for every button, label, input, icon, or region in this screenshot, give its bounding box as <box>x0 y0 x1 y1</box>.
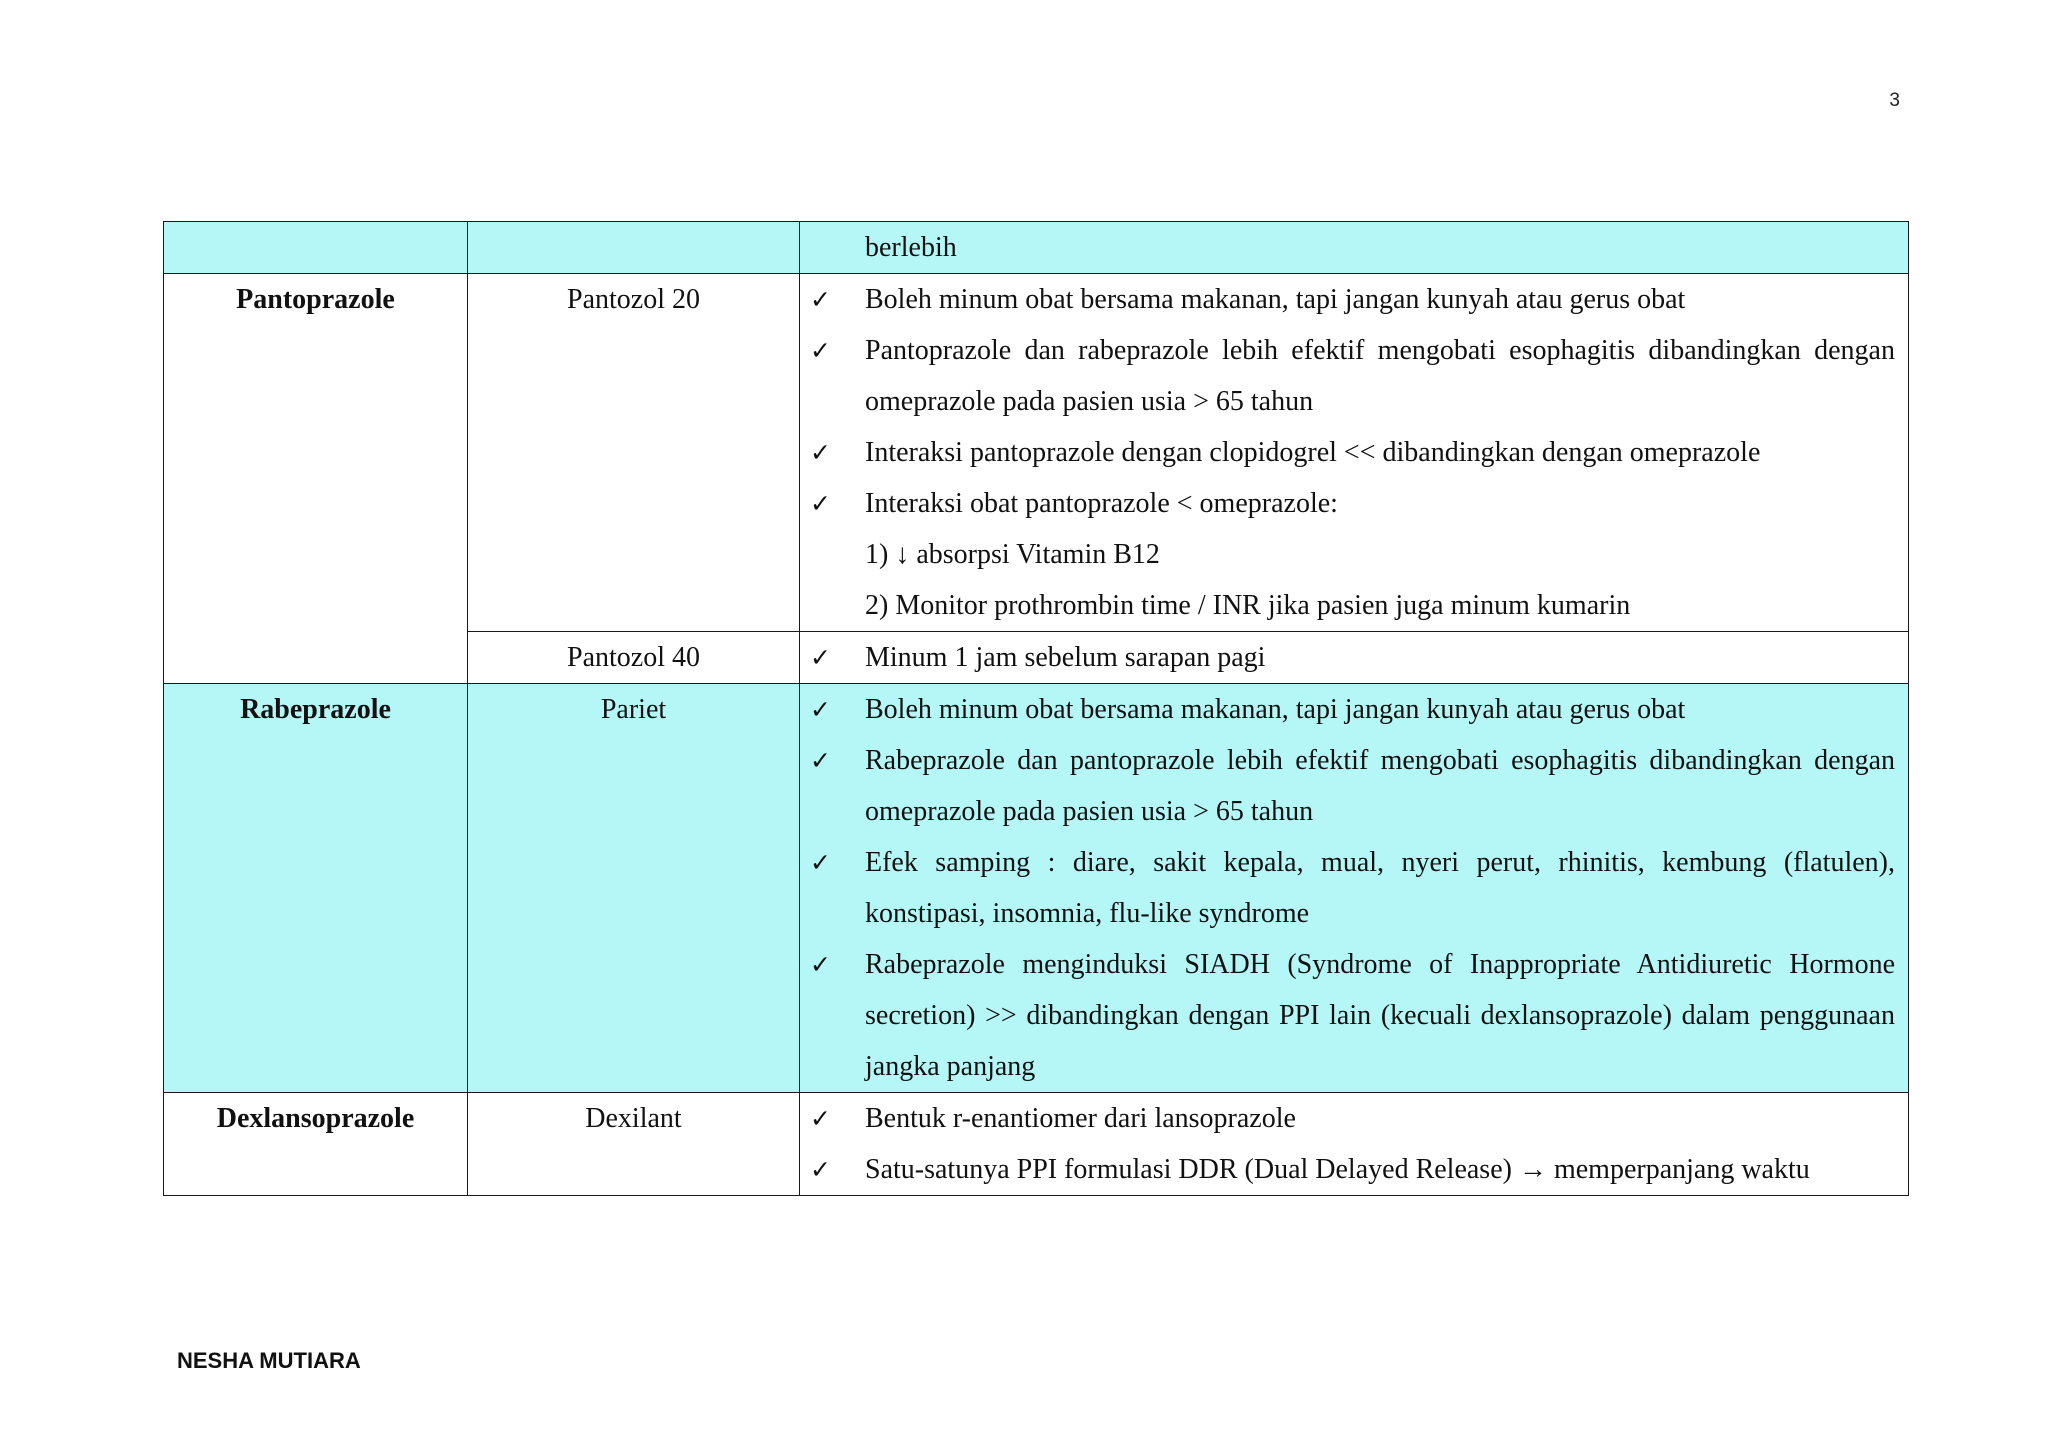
check-icon: ✓ <box>810 695 831 724</box>
generic-cell <box>164 222 468 274</box>
drug-table <box>163 221 1909 1196</box>
continuation-text: berlebih <box>865 232 957 263</box>
brand-cell <box>468 222 800 274</box>
check-icon: ✓ <box>810 438 831 467</box>
note-item <box>800 274 1895 325</box>
note-text: Interaksi obat pantoprazole < omeprazole: <box>865 488 1338 519</box>
check-icon: ✓ <box>810 336 831 365</box>
check-icon: ✓ <box>810 746 831 775</box>
note-text: Rabeprazole menginduksi SIADH (Syndrome of Inappropriate Antidiuretic Hormone secretion) >> dibandingkan dengan PPI lain (kecuali dexlansoprazole) dalam penggunaan jangka panjang <box>865 949 1895 1082</box>
check-icon: ✓ <box>810 643 831 672</box>
note-text: Satu-satunya PPI formulasi DDR (Dual Delayed Release) → memperpanjang waktu <box>865 1154 1810 1185</box>
note-item <box>800 735 1895 837</box>
brand-pariet: Pariet <box>468 684 800 1093</box>
note-item <box>800 939 1895 1092</box>
table-row-continuation <box>164 222 1909 274</box>
generic-pantoprazole: Pantoprazole <box>164 274 468 684</box>
sub-item: 2) Monitor prothrombin time / INR jika pasien juga minum kumarin <box>865 590 1631 621</box>
check-icon: ✓ <box>810 950 831 979</box>
note-item <box>800 837 1895 939</box>
check-icon: ✓ <box>810 285 831 314</box>
note-text: Efek samping : diare, sakit kepala, mual, nyeri perut, rhinitis, kembung (flatulen), konstipasi, insomnia, flu-like syndrome <box>865 847 1895 929</box>
table-row-pantozol-20 <box>164 274 1909 632</box>
notes-cell <box>800 222 1909 274</box>
note-text: Pantoprazole dan rabeprazole lebih efektif mengobati esophagitis dibandingkan dengan omeprazole pada pasien usia > 65 tahun <box>865 335 1895 417</box>
notes-pantozol-20 <box>800 274 1909 632</box>
note-text: Boleh minum obat bersama makanan, tapi jangan kunyah atau gerus obat <box>865 284 1686 315</box>
brand-pantozol-40: Pantozol 40 <box>468 632 800 684</box>
check-icon: ✓ <box>810 848 831 877</box>
note-item <box>800 684 1895 735</box>
generic-dexlansoprazole: Dexlansoprazole <box>164 1093 468 1196</box>
notes-pantozol-40 <box>800 632 1909 684</box>
notes-pariet <box>800 684 1909 1093</box>
table-row-rabeprazole <box>164 684 1909 1093</box>
note-item <box>800 1093 1895 1144</box>
note-text: Bentuk r-enantiomer dari lansoprazole <box>865 1103 1296 1134</box>
check-icon: ✓ <box>810 1104 831 1133</box>
note-text: Rabeprazole dan pantoprazole lebih efektif mengobati esophagitis dibandingkan dengan omeprazole pada pasien usia > 65 tahun <box>865 745 1895 827</box>
sub-item: 1) ↓ absorpsi Vitamin B12 <box>865 539 1160 570</box>
notes-dexilant <box>800 1093 1909 1196</box>
note-text: Minum 1 jam sebelum sarapan pagi <box>865 642 1266 673</box>
note-item <box>800 427 1895 478</box>
note-item <box>800 1144 1895 1195</box>
generic-rabeprazole: Rabeprazole <box>164 684 468 1093</box>
brand-pantozol-20: Pantozol 20 <box>468 274 800 632</box>
brand-dexilant: Dexilant <box>468 1093 800 1196</box>
check-icon: ✓ <box>810 489 831 518</box>
page-number: 3 <box>1889 90 1900 111</box>
footer-author: NESHA MUTIARA <box>177 1348 361 1373</box>
note-item <box>800 478 1895 529</box>
check-icon: ✓ <box>810 1155 831 1184</box>
note-item <box>800 632 1895 683</box>
note-text: Interaksi pantoprazole dengan clopidogrel << dibandingkan dengan omeprazole <box>865 437 1761 468</box>
note-item <box>800 325 1895 427</box>
table-row-dexlansoprazole <box>164 1093 1909 1196</box>
note-text: Boleh minum obat bersama makanan, tapi jangan kunyah atau gerus obat <box>865 694 1686 725</box>
